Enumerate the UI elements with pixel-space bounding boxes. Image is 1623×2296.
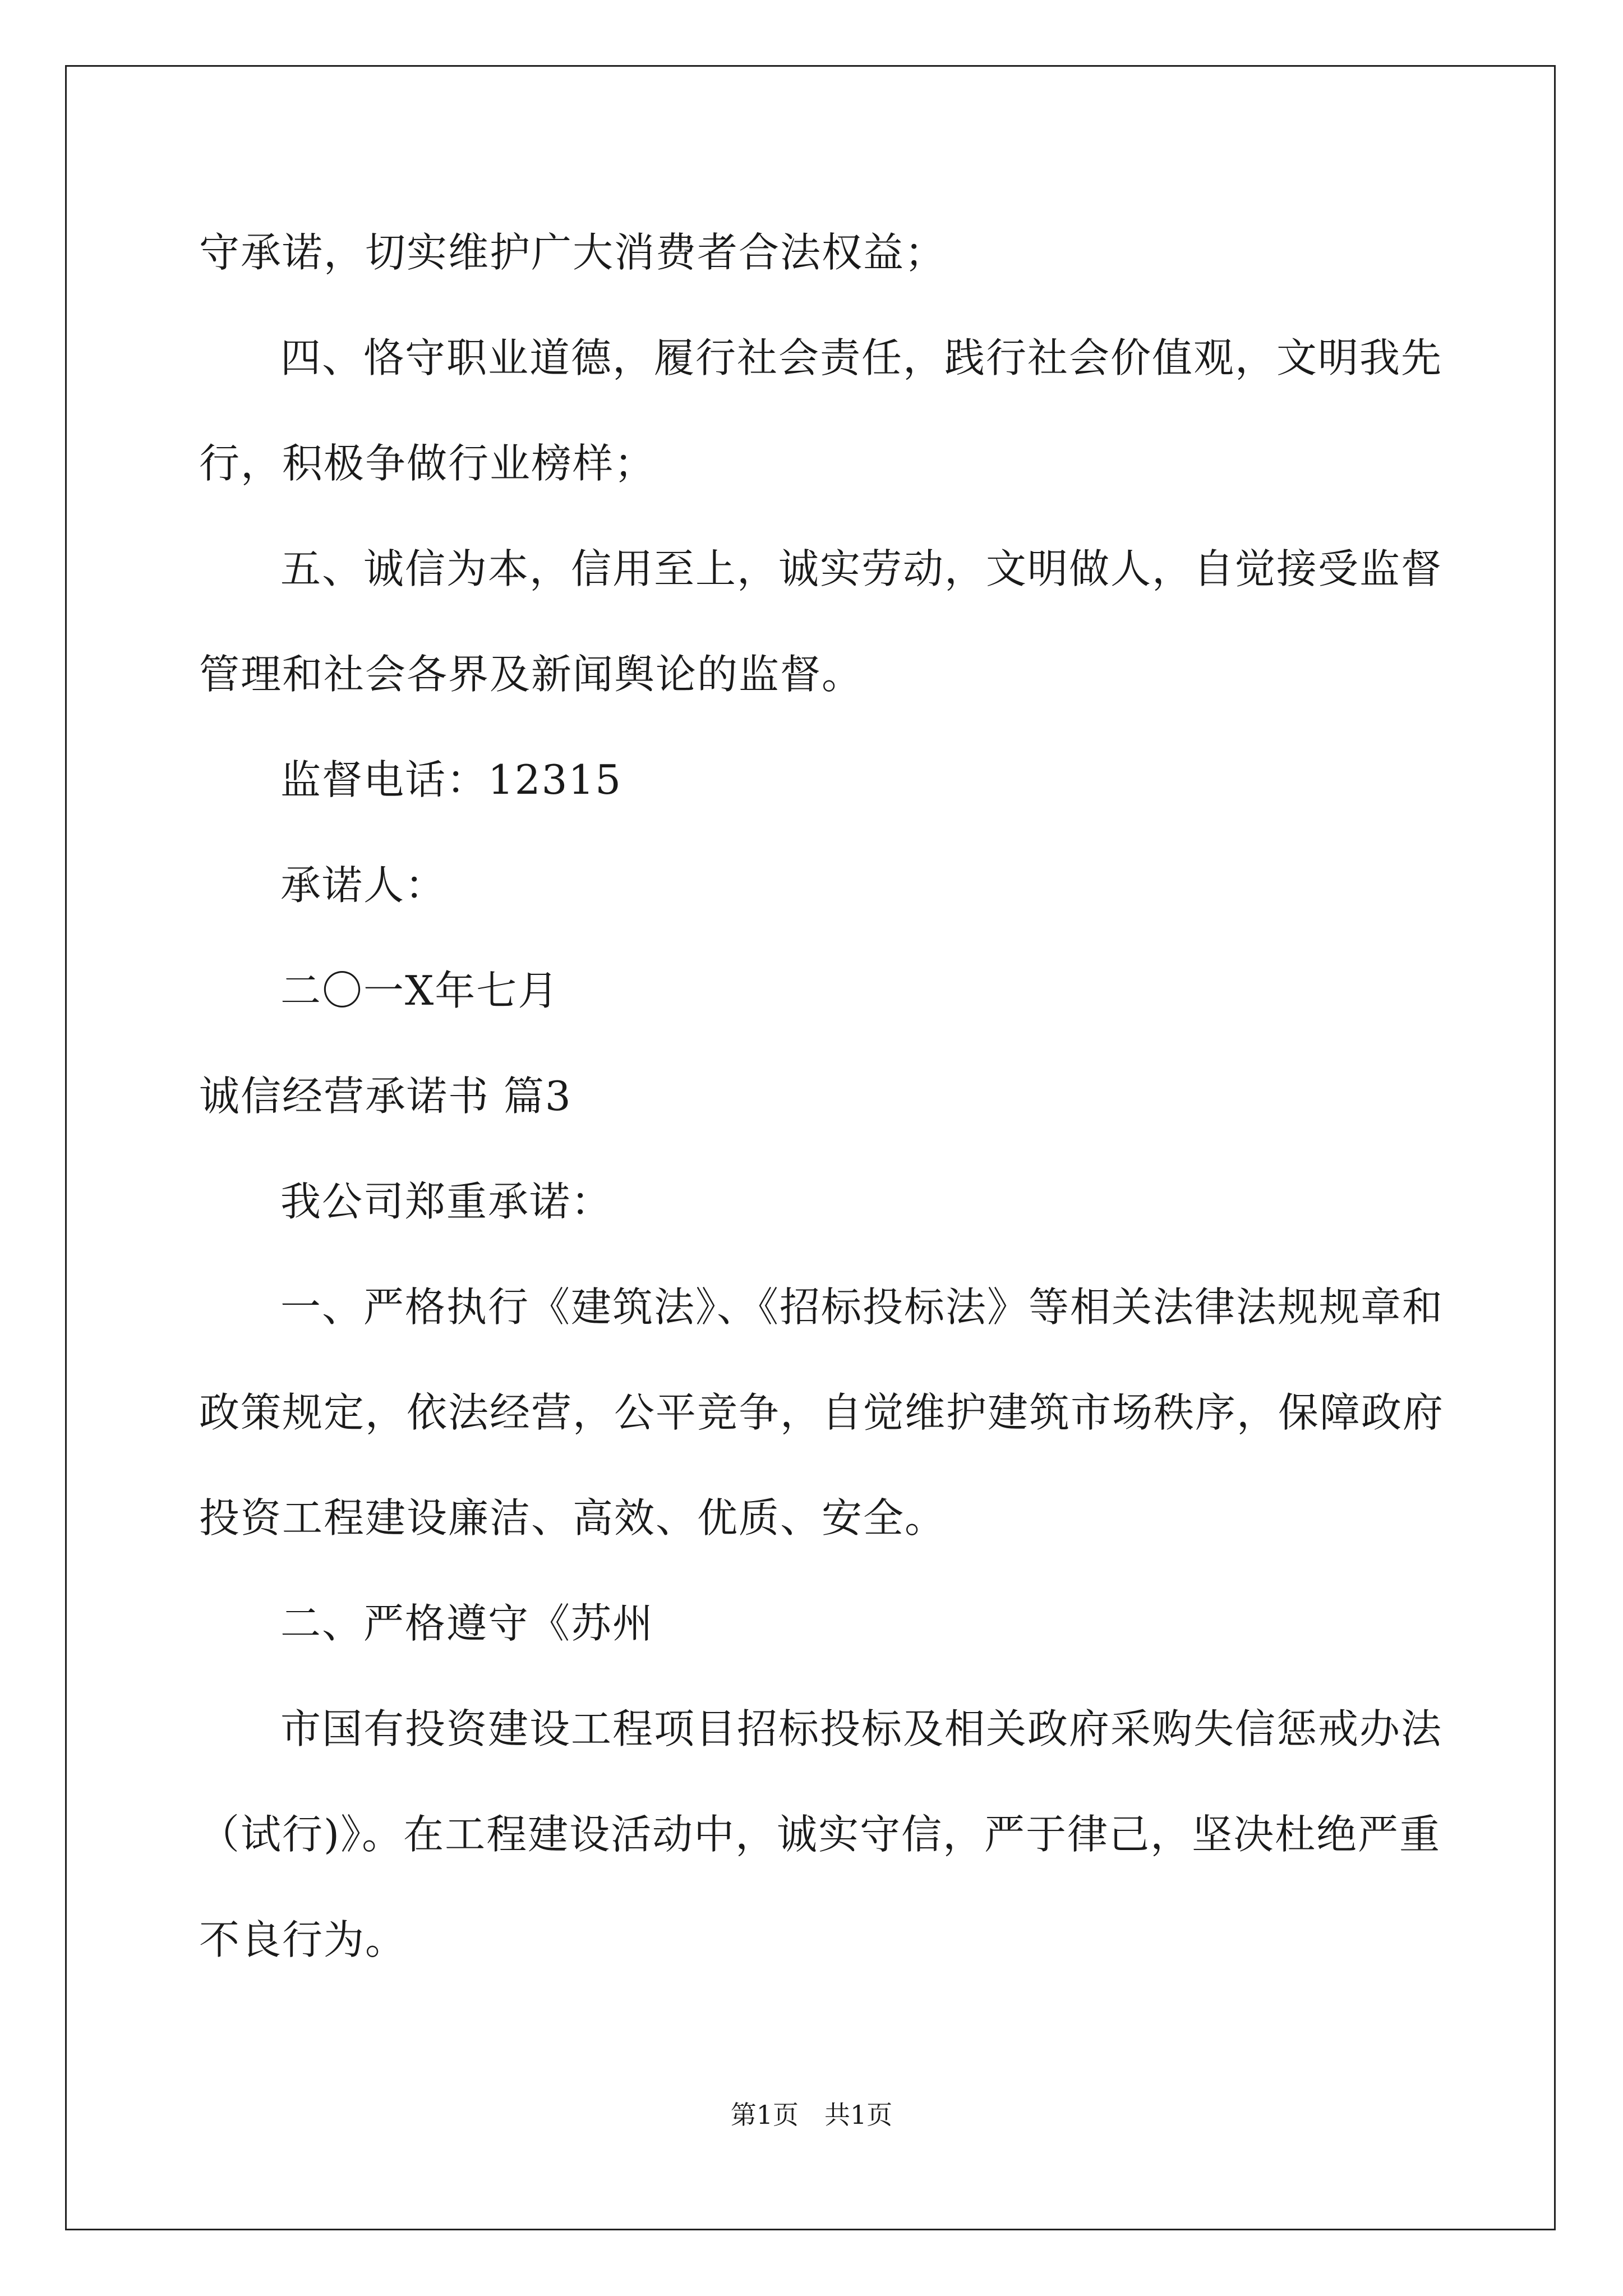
section-heading: 诚信经营承诺书 篇3 — [199, 1073, 572, 1120]
text-line: 五、诚信为本，信用至上，诚实劳动，文明做人，自觉接受监督 — [280, 545, 1443, 592]
text-line: 二〇一X年七月 — [280, 967, 560, 1014]
text-line: 二、严格遵守《苏州 — [280, 1600, 654, 1647]
text-line: 管理和社会各界及新闻舆论的监督。 — [199, 651, 864, 698]
text-line: 行，积极争做行业榜样； — [199, 440, 656, 487]
text-line: 守承诺，切实维护广大消费者合法权益； — [199, 229, 947, 276]
text-line: 不良行为。 — [199, 1916, 407, 1963]
text-line: 市国有投资建设工程项目招标投标及相关政府采购失信惩戒办法 — [280, 1705, 1443, 1752]
text-line: 我公司郑重承诺： — [280, 1178, 613, 1225]
text-line: 政策规定，依法经营，公平竞争，自觉维护建筑市场秩序，保障政府 — [199, 1389, 1445, 1436]
text-line: 投资工程建设廉洁、高效、优质、安全。 — [199, 1494, 947, 1542]
text-line: 四、恪守职业道德，履行社会责任，践行社会价值观，文明我先 — [280, 334, 1443, 381]
text-line: 一、严格执行《建筑法》、《招标投标法》等相关法律法规规章和 — [280, 1283, 1444, 1331]
page-number-footer: 第1页 共1页 — [730, 2100, 893, 2130]
text-line: 监督电话：12315 — [280, 756, 623, 803]
text-line: （试行)》。在工程建设活动中，诚实守信，严于律己，坚决杜绝严重 — [199, 1811, 1441, 1858]
text-line: 承诺人： — [280, 862, 447, 909]
page-border — [65, 65, 1556, 2230]
